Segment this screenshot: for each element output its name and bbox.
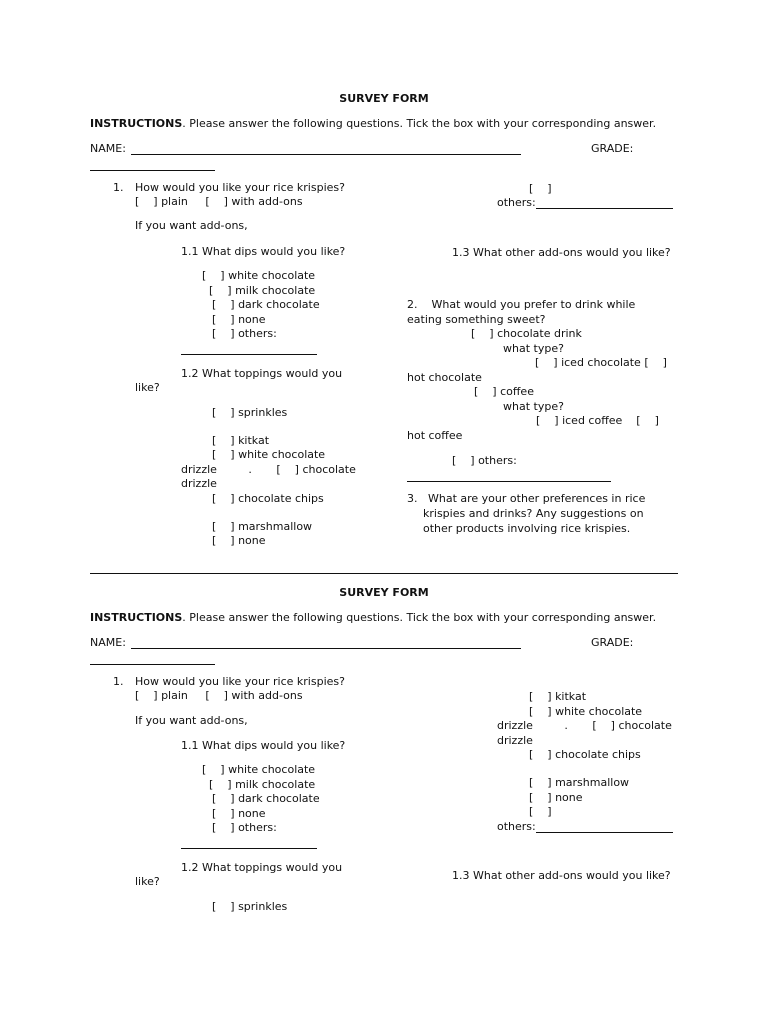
topping-option[interactable]: [ ] white chocolate — [529, 705, 643, 718]
grade-field[interactable] — [90, 170, 215, 171]
drink-type-option[interactable]: [ ] iced coffee [ ] — [536, 414, 659, 427]
q1-options[interactable]: [ ] plain [ ] with add-ons — [135, 689, 303, 702]
dip-option[interactable]: [ ] none — [212, 807, 266, 820]
drink-others-line[interactable] — [407, 481, 611, 482]
what-type-label: what type? — [503, 342, 564, 355]
form-title: SURVEY FORM — [339, 92, 429, 105]
toppings-question: 1.2 What toppings would you — [181, 861, 343, 874]
dip-option[interactable]: [ ] others: — [212, 821, 277, 834]
toppings-question-cont: like? — [135, 381, 160, 394]
name-label: NAME: — [90, 142, 126, 155]
topping-option[interactable]: [ ] marshmallow — [212, 520, 313, 533]
what-type-label: what type? — [503, 400, 564, 413]
dip-option[interactable]: [ ] milk chocolate — [209, 778, 316, 791]
grade-label: GRADE: — [591, 142, 634, 155]
drink-type-option[interactable]: [ ] iced chocolate [ ] — [535, 356, 667, 369]
topping-option[interactable]: [ ] white chocolate — [212, 448, 326, 461]
topping-drizzle-text: drizzle — [497, 734, 533, 747]
topping-option[interactable]: [ ] none — [212, 534, 266, 547]
topping-option[interactable]: [ ] sprinkles — [212, 406, 288, 419]
topping-option[interactable]: drizzle . [ ] chocolate — [181, 463, 356, 476]
drink-type-text: hot chocolate — [407, 371, 482, 384]
toppings-question: 1.2 What toppings would you — [181, 367, 343, 380]
topping-option[interactable]: [ ] sprinkles — [212, 900, 288, 913]
instructions-label: INSTRUCTIONS — [90, 611, 183, 624]
instructions-label: INSTRUCTIONS — [90, 117, 183, 130]
others-label: others: — [497, 196, 536, 209]
q2-question: 2. What would you prefer to drink while — [407, 298, 636, 311]
toppings-question-cont: like? — [135, 875, 160, 888]
topping-option[interactable]: [ ] marshmallow — [529, 776, 630, 789]
topping-option[interactable]: drizzle . [ ] chocolate — [497, 719, 672, 732]
addons-intro: If you want add-ons, — [135, 219, 248, 232]
q1-number: 1. — [113, 675, 124, 688]
dips-others-line[interactable] — [181, 354, 317, 355]
q3-question-cont: other products involving rice krispies. — [423, 522, 631, 535]
dips-others-line[interactable] — [181, 848, 317, 849]
q1-question: How would you like your rice krispies? — [135, 675, 345, 688]
q3-question: 3. What are your other preferences in rice — [407, 492, 646, 505]
instructions-text: . Please answer the following questions. Tick the box with your corresponding answer. — [182, 117, 657, 130]
topping-option[interactable]: [ ] chocolate chips — [529, 748, 641, 761]
instructions-text: . Please answer the following questions. Tick the box with your corresponding answer. — [182, 611, 657, 624]
other-addons-question: 1.3 What other add-ons would you like? — [452, 246, 671, 259]
name-field[interactable] — [131, 648, 521, 649]
q1-number: 1. — [113, 181, 124, 194]
form-title: SURVEY FORM — [339, 586, 429, 599]
dip-option[interactable]: [ ] dark chocolate — [212, 792, 320, 805]
q2-question-cont: eating something sweet? — [407, 313, 546, 326]
topping-option[interactable]: [ ] none — [529, 791, 583, 804]
dip-option[interactable]: [ ] others: — [212, 327, 277, 340]
blank-option-box[interactable]: [ ] — [529, 805, 552, 818]
others-line[interactable] — [536, 832, 673, 833]
dip-option[interactable]: [ ] milk chocolate — [209, 284, 316, 297]
name-label: NAME: — [90, 636, 126, 649]
grade-label: GRADE: — [591, 636, 634, 649]
topping-option[interactable]: [ ] chocolate chips — [212, 492, 324, 505]
others-label: others: — [497, 820, 536, 833]
others-line[interactable] — [536, 208, 673, 209]
q1-question: How would you like your rice krispies? — [135, 181, 345, 194]
topping-drizzle-text: drizzle — [181, 477, 217, 490]
topping-option[interactable]: [ ] kitkat — [212, 434, 270, 447]
dips-question: 1.1 What dips would you like? — [181, 245, 346, 258]
grade-field[interactable] — [90, 664, 215, 665]
blank-option-box[interactable]: [ ] — [529, 182, 552, 195]
q3-question-cont: krispies and drinks? Any suggestions on — [423, 507, 644, 520]
addons-intro: If you want add-ons, — [135, 714, 248, 727]
topping-option[interactable]: [ ] kitkat — [529, 690, 587, 703]
instructions — [90, 611, 656, 625]
drink-option[interactable]: [ ] chocolate drink — [471, 327, 582, 340]
dip-option[interactable]: [ ] dark chocolate — [212, 298, 320, 311]
dip-option[interactable]: [ ] white chocolate — [202, 763, 316, 776]
form-divider — [90, 573, 678, 574]
q1-options[interactable]: [ ] plain [ ] with add-ons — [135, 195, 303, 208]
dip-option[interactable]: [ ] none — [212, 313, 266, 326]
drink-option[interactable]: [ ] coffee — [474, 385, 534, 398]
other-addons-question: 1.3 What other add-ons would you like? — [452, 869, 671, 882]
instructions — [90, 117, 656, 131]
drink-type-text: hot coffee — [407, 429, 463, 442]
dips-question: 1.1 What dips would you like? — [181, 739, 346, 752]
drink-option[interactable]: [ ] others: — [452, 454, 517, 467]
dip-option[interactable]: [ ] white chocolate — [202, 269, 316, 282]
name-field[interactable] — [131, 154, 521, 155]
